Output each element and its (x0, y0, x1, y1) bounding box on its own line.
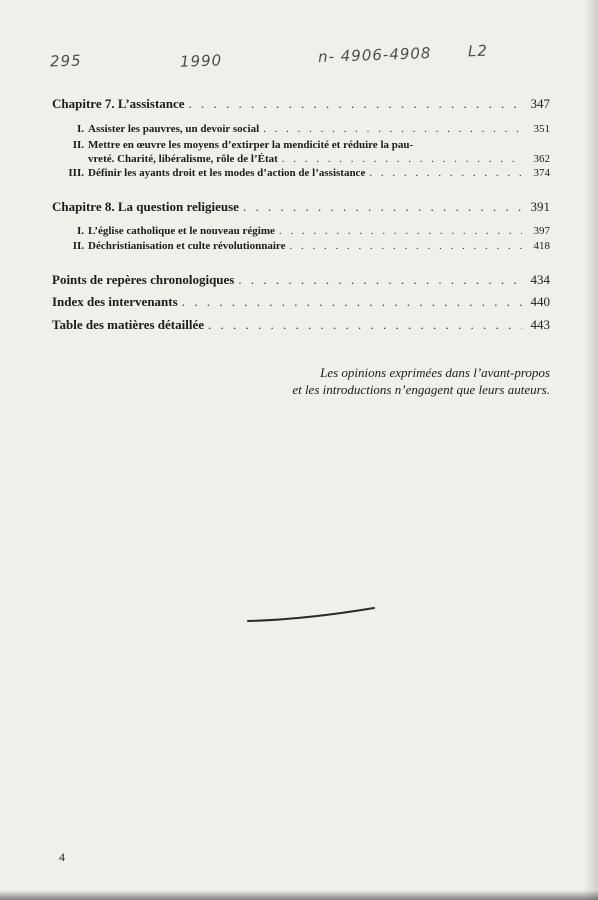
toc-section-7-3 (52, 167, 550, 179)
toc-section-7-2-continued (52, 153, 550, 165)
toc-section-8-1 (52, 225, 550, 237)
toc-section-7-1 (52, 123, 550, 135)
toc-label: Chapitre 8. La question religieuse (52, 199, 239, 214)
toc-chapter-8 (52, 199, 550, 215)
handwritten-reference: n- 4906-4908 (317, 44, 432, 66)
leader-dots (279, 225, 522, 237)
toc-page-number: 434 (530, 272, 550, 287)
toc-label: Index des intervenants (52, 294, 178, 309)
leader-dots (289, 240, 522, 252)
section-number: II. (72, 139, 84, 151)
toc-page-number: 391 (530, 199, 550, 214)
toc-page-number: 351 (533, 123, 550, 135)
toc-label-line2: vreté. Charité, libéralisme, rôle de l’État (88, 153, 278, 165)
toc-page-number: 440 (530, 294, 550, 309)
section-number: III. (68, 167, 84, 179)
handwritten-year: 1990 (179, 51, 223, 71)
disclaimer-note (292, 364, 550, 398)
section-number: II. (72, 240, 84, 252)
toc-chapter-7 (52, 96, 550, 112)
toc-label: Chapitre 7. L’assistance (52, 96, 185, 111)
section-number: I. (76, 225, 84, 237)
toc-reperes-chronologiques (52, 272, 550, 288)
handwritten-stroke (246, 604, 378, 628)
note-line-1: Les opinions exprimées dans l’avant-propos (320, 365, 550, 380)
toc-page-number: 362 (533, 153, 550, 165)
leader-dots (243, 199, 522, 215)
toc-section-7-2 (52, 139, 550, 151)
toc-label: Table des matières détaillée (52, 317, 205, 332)
leader-dots (263, 123, 522, 135)
page-bottom-shadow (0, 890, 598, 900)
note-line-2: et les introductions n’engagent que leurs auteurs. (292, 382, 550, 397)
leader-dots (182, 294, 522, 310)
leader-dots (369, 167, 522, 179)
page-number: 4 (59, 850, 65, 864)
toc-page-number: 347 (530, 96, 550, 111)
toc-label: Assister les pauvres, un devoir social (88, 123, 260, 135)
toc-index-intervenants (52, 294, 550, 310)
toc-label: Définir les ayants droit et les modes d’action de l’assistance (88, 167, 366, 179)
handwritten-code: L2 (467, 41, 489, 61)
leader-dots (238, 272, 522, 288)
page-edge-shadow (584, 0, 598, 900)
toc-table-matieres (52, 317, 550, 333)
toc-label-line1: Mettre en œuvre les moyens d’extirper la mendicité et réduire la pau- (88, 139, 414, 151)
toc-label: Déchristianisation et culte révolutionnaire (88, 240, 286, 252)
toc-page-number: 443 (530, 317, 550, 332)
toc-page-number: 374 (533, 167, 550, 179)
leader-dots (282, 153, 522, 165)
toc-label: L’église catholique et le nouveau régime (88, 225, 275, 237)
leader-dots (189, 96, 522, 112)
toc-page-number: 397 (533, 225, 550, 237)
toc-label: Points de repères chronologiques (52, 272, 235, 287)
toc-page-number: 418 (533, 240, 550, 252)
handwritten-number: 295 (49, 51, 82, 71)
section-number: I. (76, 123, 84, 135)
leader-dots (208, 317, 522, 333)
toc-section-8-2 (52, 240, 550, 252)
